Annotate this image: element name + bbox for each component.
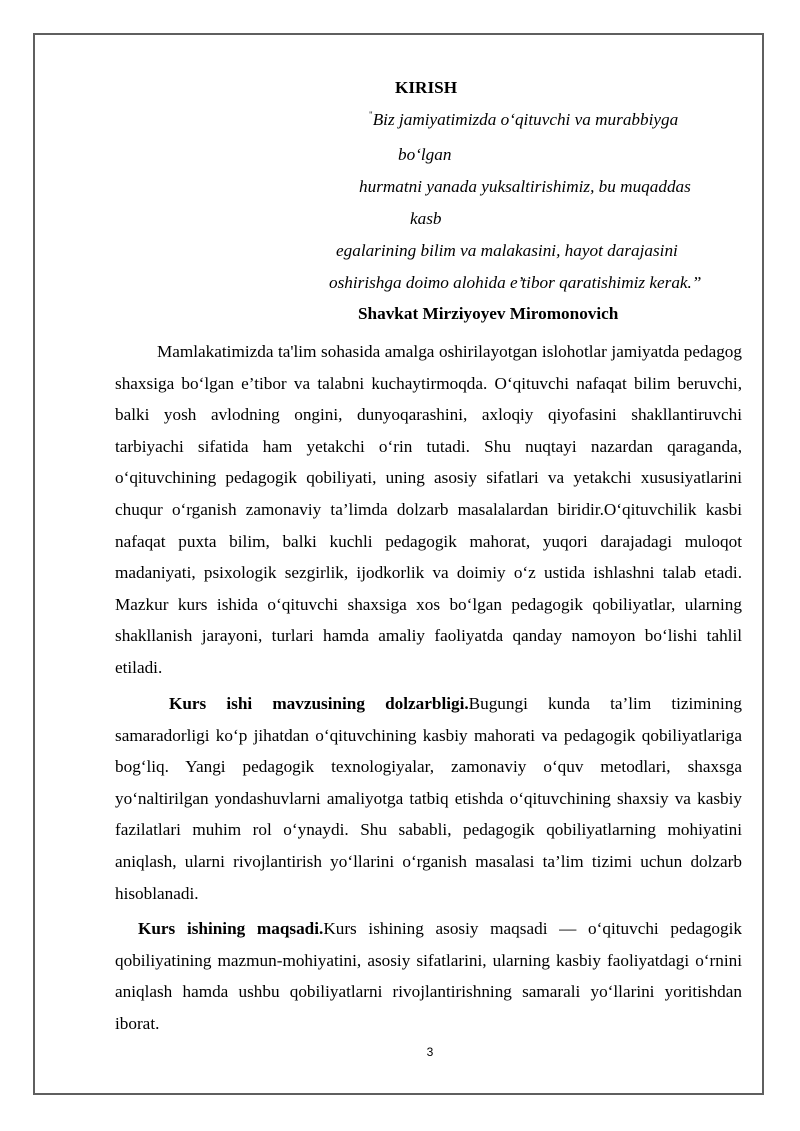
quote-open-mark: " — [369, 110, 373, 120]
paragraph-intro: Mamlakatimizda ta'lim sohasida amalga oshirilayotgan islohotlar jamiyatda pedagog shaxsiga bo‘lgan e’tibor va talabni kuchaytirmoqda. O‘qituvchi nafaqat bilim beruvchi, balki yosh avlodning ongini, dunyoqarashini, axloqiy qiyofasini shakllantiruvchi tarbiyachi sifatida ham yetakchi o‘rin tutadi. Shu nuqtayi nazardan qaraganda, o‘qituvchining pedagogik qobiliyati, uning asosiy sifatlari va yetakchi xususiyatlarini chuqur o‘rganish zamonaviy ta’limda dolzarb masalalardan biridir.O‘qituvchilik kasbi nafaqat puxta bilim, balki kuchli pedagogik mahorat, yuqori darajadagi muloqot madaniyati, psixologik sezgirlik, ijodkorlik va doimiy o‘z ustida ishlashni talab etadi. Mazkur kurs ishida o‘qituvchi shaxsiga xos bo‘lgan pedagogik qobiliyatlar, ularning shakllanish jarayoni, turlari hamda amaliy faoliyatda qanday namoyon bo‘lishi tahlil etiladi. — [115, 342, 742, 677]
quote-line-6: oshirishga doimo alohida e’tibor qaratishimiz kerak.” — [329, 273, 702, 292]
quote-line-5: egalarining bilim va malakasini, hayot darajasini — [336, 241, 678, 260]
quote-line-2: bo‘lgan — [398, 145, 452, 164]
quote-line-4: kasb — [410, 209, 442, 228]
quote-author: Shavkat Mirziyoyev Miromonovich — [358, 304, 619, 323]
goal-text: Kurs ishining asosiy maqsadi — o‘qituvchi pedagogik qobiliyatining mazmun-mohiyatini, asosiy sifatlarini, ularning kasbiy faoliyatdagi o‘rnini aniqlash hamda ushbu qobiliyatlarni rivojlantirishning samarali yo‘llarini yoritishdan iborat. — [115, 919, 742, 1033]
relevance-heading: Kurs ishi mavzusining dolzarbligi. — [169, 694, 469, 713]
quote-line-1: "Biz jamiyatimizda o‘qituvchi va murabbiyga — [369, 110, 679, 129]
paragraph-relevance — [115, 688, 742, 909]
page-number: 3 — [426, 1045, 434, 1059]
relevance-text: Bugungi kunda ta’lim tizimining samaradorligi ko‘p jihatdan o‘qituvchining kasbiy mahorati va pedagogik qobiliyatlariga bog‘liq. Yangi pedagogik texnologiyalar, zamonaviy o‘quv metodlari, shaxsga yo‘naltirilgan yondashuvlarni amaliyotga tatbiq etishda o‘qituvchining shaxsiy va kasbiy fazilatlari muhim rol o‘ynaydi. Shu sababli, pedagogik qobiliyatlarning mohiyatini aniqlash, ularni rivojlantirish yo‘llarini o‘rganish masalasi ta’lim tizimi uchun dolzarb hisoblanadi. — [115, 694, 742, 903]
quote-line-3: hurmatni yanada yuksaltirishimiz, bu muqaddas — [359, 177, 691, 196]
paragraph-goal — [115, 913, 742, 1039]
heading-kirish: KIRISH — [395, 78, 458, 97]
goal-heading: Kurs ishining maqsadi. — [138, 919, 324, 938]
